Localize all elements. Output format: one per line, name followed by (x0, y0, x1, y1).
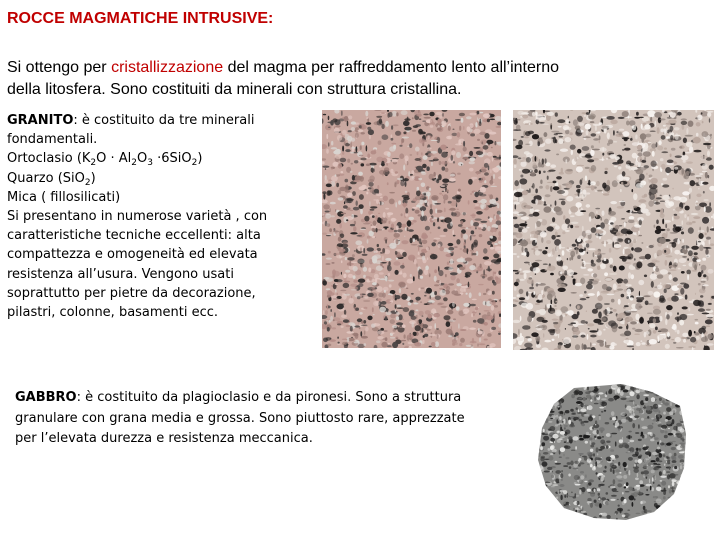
page-title: ROCCE MAGMATICHE INTRUSIVE: (7, 10, 274, 27)
formula-subscript: 2 (90, 158, 97, 169)
granite-description-line: pilastri, colonne, basamenti ecc. (7, 305, 219, 321)
gabbro-section (15, 388, 525, 450)
intro-highlight: cristallizzazione (111, 59, 224, 76)
intro-text-before: Si ottengo per (7, 59, 112, 76)
formula-subscript: 2 (84, 177, 91, 188)
granite-description-line: soprattutto per pietre da decorazione, (7, 285, 256, 301)
granite-line-1 (7, 111, 307, 130)
formula-part: ) (90, 170, 96, 186)
gabbro-rock-texture (534, 382, 688, 522)
pink-granite-texture (322, 110, 501, 348)
formula-part: O (137, 151, 148, 167)
formula-part: ·6SiO (153, 151, 192, 167)
formula-part: Quarzo (SiO (7, 170, 85, 186)
gabbro-definition: : è costituito da plagioclasio e da pironesi. Sono a struttura (76, 390, 462, 405)
granite-description-line: resistenza all’usura. Vengono usati (7, 266, 234, 282)
granite-keyword: GRANITO (7, 113, 74, 128)
gabbro-line-1 (15, 388, 525, 409)
gabbro-line-2: granulare con grana media e grossa. Sono piuttosto rare, apprezzate (15, 410, 465, 426)
pink-granite-image (322, 110, 501, 348)
ortoclasio-formula (7, 149, 307, 168)
intro-paragraph (7, 57, 707, 101)
intro-line-2: della litosfera. Sono costituiti da minerali con struttura cristallina. (7, 81, 462, 98)
intro-text-after: del magma per raffreddamento lento all’interno (223, 59, 560, 76)
mica-line: Mica ( fillosilicati) (7, 189, 121, 205)
granite-description-line: caratteristiche tecniche eccellenti: alta (7, 228, 261, 244)
gabbro-line-3: per l’elevata durezza e resistenza meccanica. (15, 431, 313, 446)
grey-granite-texture (513, 110, 714, 350)
granite-description-line: compattezza e omogeneità ed elevata (7, 247, 258, 263)
formula-part: Ortoclasio (K (7, 151, 91, 167)
granite-line-2: fondamentali. (7, 132, 98, 148)
granite-section (7, 111, 307, 322)
formula-subscript: 2 (131, 158, 138, 169)
formula-subscript: 2 (191, 158, 198, 169)
gabbro-rock-image (534, 382, 688, 522)
formula-subscript: 3 (147, 158, 153, 169)
granite-definition: : è costituito da tre minerali (73, 113, 255, 128)
gabbro-keyword: GABBRO (15, 390, 77, 405)
grey-granite-image (513, 110, 714, 350)
formula-part: ) (197, 151, 203, 167)
granite-description-line: Si presentano in numerose varietà , con (7, 209, 268, 225)
quarzo-formula (7, 169, 307, 188)
formula-part: O · Al (96, 151, 132, 167)
